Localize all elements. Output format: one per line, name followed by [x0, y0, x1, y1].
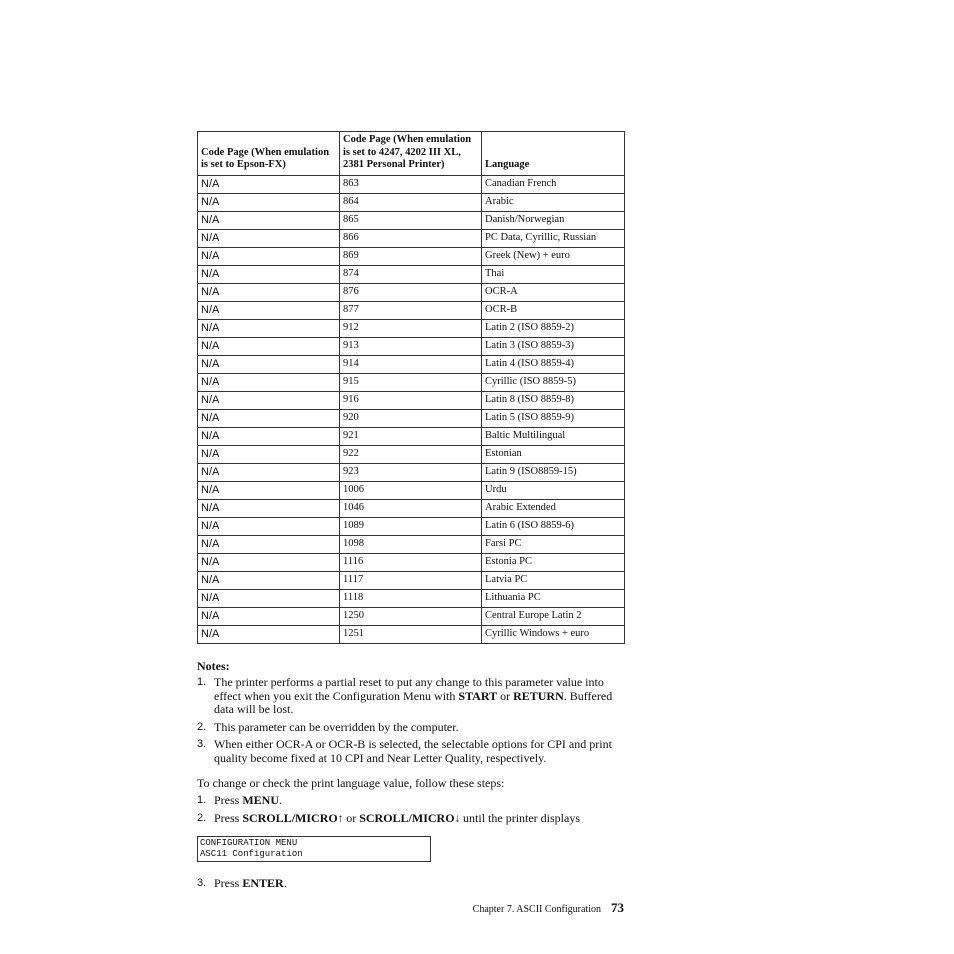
table-row [198, 176, 625, 194]
step-text: or [343, 810, 360, 825]
cell-code-page: 869 [340, 248, 482, 266]
cell-language: Cyrillic (ISO 8859-5) [482, 374, 625, 392]
table-row [198, 302, 625, 320]
cell-epson-code-page: N/A [198, 392, 340, 410]
table-row [198, 392, 625, 410]
cell-code-page: 866 [340, 230, 482, 248]
cell-code-page: 922 [340, 446, 482, 464]
cell-code-page: 874 [340, 266, 482, 284]
table-row [198, 590, 625, 608]
cell-epson-code-page: N/A [198, 302, 340, 320]
cell-language: Danish/Norwegian [482, 212, 625, 230]
cell-epson-code-page: N/A [198, 374, 340, 392]
note-item [197, 721, 627, 735]
note-number: 1. [197, 676, 207, 688]
cell-epson-code-page: N/A [198, 446, 340, 464]
cell-epson-code-page: N/A [198, 356, 340, 374]
cell-code-page: 920 [340, 410, 482, 428]
cell-epson-code-page: N/A [198, 248, 340, 266]
cell-language: OCR-A [482, 284, 625, 302]
menu-key-label: MENU [242, 793, 280, 807]
step-text: . [283, 876, 287, 890]
cell-epson-code-page: N/A [198, 212, 340, 230]
table-row [198, 212, 625, 230]
table-row [198, 338, 625, 356]
cell-code-page: 863 [340, 176, 482, 194]
cell-language: Arabic Extended [482, 500, 625, 518]
cell-language: Arabic [482, 194, 625, 212]
table-row [198, 410, 625, 428]
table-row [198, 518, 625, 536]
cell-code-page: 877 [340, 302, 482, 320]
table-row [198, 608, 625, 626]
arrow-down-icon: ↓ [454, 812, 461, 824]
note-item [197, 676, 627, 717]
note-item [197, 738, 627, 765]
table-row [198, 356, 625, 374]
step-text: Press [214, 810, 243, 825]
cell-language: Farsi PC [482, 536, 625, 554]
cell-epson-code-page: N/A [198, 500, 340, 518]
cell-code-page: 1118 [340, 590, 482, 608]
cell-code-page: 914 [340, 356, 482, 374]
cell-code-page: 1089 [340, 518, 482, 536]
cell-code-page: 915 [340, 374, 482, 392]
cell-language: Estonian [482, 446, 625, 464]
cell-language: Latin 2 (ISO 8859-2) [482, 320, 625, 338]
page-number: 73 [611, 900, 624, 915]
cell-code-page: 1117 [340, 572, 482, 590]
step-item [197, 794, 627, 808]
note-text: . Buffered data will be lost. [214, 688, 613, 716]
cell-code-page: 1251 [340, 626, 482, 644]
step-text: until the printer displays [460, 810, 581, 825]
cell-language: Latin 4 (ISO 8859-4) [482, 356, 625, 374]
table-row [198, 248, 625, 266]
steps-intro: To change or check the print language value, follow these steps: [197, 776, 505, 790]
table-header-row [198, 132, 625, 176]
table-row [198, 536, 625, 554]
cell-language: PC Data, Cyrillic, Russian [482, 230, 625, 248]
cell-code-page: 864 [340, 194, 482, 212]
cell-epson-code-page: N/A [198, 284, 340, 302]
table-row [198, 446, 625, 464]
header-language: Language [482, 132, 625, 176]
cell-epson-code-page: N/A [198, 608, 340, 626]
cell-epson-code-page: N/A [198, 176, 340, 194]
cell-epson-code-page: N/A [198, 230, 340, 248]
cell-epson-code-page: N/A [198, 320, 340, 338]
cell-language: Lithuania PC [482, 590, 625, 608]
cell-code-page: 1006 [340, 482, 482, 500]
cell-language: Latin 6 (ISO 8859-6) [482, 518, 625, 536]
cell-code-page: 916 [340, 392, 482, 410]
enter-key-label: ENTER [242, 876, 284, 890]
table-row [198, 500, 625, 518]
printer-display-box [197, 836, 431, 862]
page-footer [473, 900, 624, 916]
table-row [198, 230, 625, 248]
chapter-title: Chapter 7. ASCII Configuration [472, 904, 601, 915]
cell-epson-code-page: N/A [198, 626, 340, 644]
cell-code-page: 912 [340, 320, 482, 338]
cell-code-page: 913 [340, 338, 482, 356]
note-number: 3. [197, 738, 207, 750]
return-key-label: RETURN [513, 688, 564, 703]
cell-language: Urdu [482, 482, 625, 500]
steps-list [197, 794, 627, 830]
note-text: This parameter can be overridden by the computer. [214, 719, 459, 734]
cell-code-page: 876 [340, 284, 482, 302]
cell-language: Cyrillic Windows + euro [482, 626, 625, 644]
step-text: Press [214, 793, 243, 807]
step-text: Press [214, 876, 243, 890]
cell-code-page: 921 [340, 428, 482, 446]
table-row [198, 428, 625, 446]
table-row [198, 194, 625, 212]
cell-epson-code-page: N/A [198, 572, 340, 590]
table-row [198, 284, 625, 302]
cell-epson-code-page: N/A [198, 518, 340, 536]
cell-language: Latin 8 (ISO 8859-8) [482, 392, 625, 410]
step-text: . [279, 793, 283, 807]
cell-epson-code-page: N/A [198, 554, 340, 572]
display-line: CONFIGURATION MENU [200, 838, 298, 848]
cell-language: Canadian French [482, 176, 625, 194]
cell-language: Central Europe Latin 2 [482, 608, 625, 626]
cell-epson-code-page: N/A [198, 482, 340, 500]
cell-epson-code-page: N/A [198, 590, 340, 608]
cell-language: OCR-B [482, 302, 625, 320]
step-item [197, 812, 627, 826]
arrow-up-icon: ↑ [337, 812, 344, 824]
table-row [198, 626, 625, 644]
step-number: 2. [197, 811, 207, 824]
cell-language: Baltic Multilingual [482, 428, 625, 446]
note-text: The printer performs a partial reset to put any change to this parameter value into effect when you exit the Configuration Menu with [214, 675, 604, 703]
cell-language: Greek (New) + euro [482, 248, 625, 266]
code-page-table [197, 131, 625, 644]
cell-code-page: 1046 [340, 500, 482, 518]
header-epson-code-page: Code Page (When emulation is set to Epson-FX) [198, 132, 340, 176]
cell-epson-code-page: N/A [198, 464, 340, 482]
table-row [198, 482, 625, 500]
table-body [198, 176, 625, 644]
cell-code-page: 1250 [340, 608, 482, 626]
cell-language: Latin 3 (ISO 8859-3) [482, 338, 625, 356]
cell-language: Estonia PC [482, 554, 625, 572]
start-key-label: START [458, 688, 498, 703]
display-line: ASC11 Configuration [200, 849, 303, 859]
cell-epson-code-page: N/A [198, 536, 340, 554]
note-number: 2. [197, 720, 207, 733]
cell-language: Latin 5 (ISO 8859-9) [482, 410, 625, 428]
table-row [198, 554, 625, 572]
cell-epson-code-page: N/A [198, 410, 340, 428]
scroll-micro-key-label: SCROLL/MICRO [359, 810, 455, 825]
cell-language: Latin 9 (ISO8859-15) [482, 464, 625, 482]
steps-list-continued [197, 877, 627, 895]
notes-heading: Notes: [197, 659, 230, 673]
table-row [198, 320, 625, 338]
table-row [198, 374, 625, 392]
cell-code-page: 923 [340, 464, 482, 482]
scroll-micro-key-label: SCROLL/MICRO [242, 810, 338, 825]
cell-code-page: 865 [340, 212, 482, 230]
note-text: When either OCR-A or OCR-B is selected, the selectable options for CPI and print quality become fixed at 10 CPI and Near Letter Quality, respectively. [214, 737, 612, 765]
table-row [198, 464, 625, 482]
note-text: or [497, 688, 514, 703]
step-number: 3. [197, 877, 207, 889]
cell-code-page: 1098 [340, 536, 482, 554]
cell-epson-code-page: N/A [198, 428, 340, 446]
cell-epson-code-page: N/A [198, 194, 340, 212]
notes-list [197, 676, 627, 769]
cell-epson-code-page: N/A [198, 266, 340, 284]
cell-code-page: 1116 [340, 554, 482, 572]
table-row [198, 266, 625, 284]
step-number: 1. [197, 794, 207, 806]
step-item [197, 877, 627, 891]
cell-epson-code-page: N/A [198, 338, 340, 356]
table-row [198, 572, 625, 590]
cell-language: Latvia PC [482, 572, 625, 590]
header-ibm-code-page: Code Page (When emulation is set to 4247, 4202 III XL, 2381 Personal Printer) [340, 132, 482, 176]
cell-language: Thai [482, 266, 625, 284]
